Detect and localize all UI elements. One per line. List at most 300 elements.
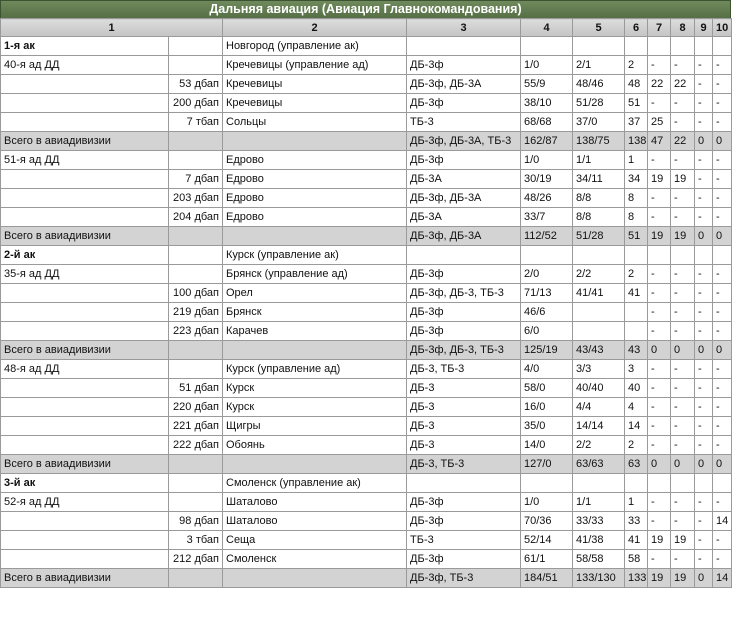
table-cell: Сеща bbox=[223, 531, 407, 550]
column-header-7: 7 bbox=[648, 19, 671, 37]
table-cell: 0 bbox=[713, 341, 732, 360]
table-cell: - bbox=[671, 379, 695, 398]
table-cell: - bbox=[695, 265, 713, 284]
table-row bbox=[1, 170, 732, 189]
table-cell: 4/0 bbox=[521, 360, 573, 379]
table-cell bbox=[223, 455, 407, 474]
table-cell: 14 bbox=[713, 569, 732, 588]
column-header-6: 6 bbox=[625, 19, 648, 37]
table-cell: 51 bbox=[625, 227, 648, 246]
table-cell: 40 bbox=[625, 379, 648, 398]
total-row bbox=[1, 569, 732, 588]
table-cell: 58/0 bbox=[521, 379, 573, 398]
table-cell bbox=[671, 474, 695, 493]
table-cell: - bbox=[695, 493, 713, 512]
table-cell: 33 bbox=[625, 512, 648, 531]
table-cell: - bbox=[648, 208, 671, 227]
table-cell: ДБ-3ф, ДБ-3А bbox=[407, 227, 521, 246]
table-cell bbox=[625, 246, 648, 265]
table-cell: 1/0 bbox=[521, 56, 573, 75]
table-cell bbox=[1, 75, 169, 94]
table-cell: 34/11 bbox=[573, 170, 625, 189]
table-cell: - bbox=[713, 94, 732, 113]
table-cell: 71/13 bbox=[521, 284, 573, 303]
table-cell bbox=[169, 341, 223, 360]
table-cell bbox=[1, 379, 169, 398]
table-cell: 19 bbox=[671, 170, 695, 189]
table-cell: ДБ-3ф bbox=[407, 56, 521, 75]
table-cell: ДБ-3ф bbox=[407, 303, 521, 322]
table-cell bbox=[625, 474, 648, 493]
table-cell: 4/4 bbox=[573, 398, 625, 417]
table-cell: - bbox=[695, 284, 713, 303]
table-cell bbox=[407, 37, 521, 56]
table-cell: Шаталово bbox=[223, 512, 407, 531]
table-cell: ДБ-3 bbox=[407, 379, 521, 398]
table-cell: 2/1 bbox=[573, 56, 625, 75]
table-cell: - bbox=[695, 94, 713, 113]
table-cell bbox=[671, 246, 695, 265]
table-cell: - bbox=[695, 550, 713, 569]
table-cell: 8 bbox=[625, 208, 648, 227]
table-row bbox=[1, 113, 732, 132]
table-cell: ДБ-3 bbox=[407, 436, 521, 455]
table-cell: - bbox=[671, 189, 695, 208]
table-cell: ДБ-3ф, ТБ-3 bbox=[407, 569, 521, 588]
table-cell: 22 bbox=[671, 75, 695, 94]
table-cell: - bbox=[671, 493, 695, 512]
table-cell bbox=[169, 493, 223, 512]
table-cell: ДБ-3ф bbox=[407, 265, 521, 284]
table-cell bbox=[671, 37, 695, 56]
table-cell: - bbox=[648, 379, 671, 398]
table-cell: - bbox=[648, 56, 671, 75]
table-cell: 41 bbox=[625, 531, 648, 550]
table-cell: - bbox=[713, 398, 732, 417]
table-cell: - bbox=[648, 512, 671, 531]
table-cell bbox=[1, 531, 169, 550]
table-cell bbox=[1, 189, 169, 208]
table-cell: 3 тбап bbox=[169, 531, 223, 550]
table-cell bbox=[169, 151, 223, 170]
table-cell: 98 дбап bbox=[169, 512, 223, 531]
table-row bbox=[1, 75, 732, 94]
table-cell: - bbox=[695, 113, 713, 132]
table-cell: 1-я ак bbox=[1, 37, 169, 56]
table-cell: 48/26 bbox=[521, 189, 573, 208]
table-cell: 52/14 bbox=[521, 531, 573, 550]
table-cell: 38/10 bbox=[521, 94, 573, 113]
table-cell: - bbox=[648, 94, 671, 113]
table-cell bbox=[1, 284, 169, 303]
table-cell bbox=[1, 208, 169, 227]
table-cell bbox=[1, 417, 169, 436]
table-cell: 112/52 bbox=[521, 227, 573, 246]
table-cell: Курск bbox=[223, 379, 407, 398]
table-cell: 51/28 bbox=[573, 94, 625, 113]
table-cell: - bbox=[671, 56, 695, 75]
table-cell: 63/63 bbox=[573, 455, 625, 474]
table-cell: 138/75 bbox=[573, 132, 625, 151]
table-cell: - bbox=[648, 189, 671, 208]
table-cell bbox=[573, 322, 625, 341]
table-cell bbox=[1, 94, 169, 113]
table-cell: - bbox=[648, 322, 671, 341]
table-cell: - bbox=[671, 303, 695, 322]
table-cell: - bbox=[671, 398, 695, 417]
table-cell: Смоленск bbox=[223, 550, 407, 569]
table-cell: - bbox=[695, 56, 713, 75]
table-cell: 133/130 bbox=[573, 569, 625, 588]
table-cell: 8/8 bbox=[573, 189, 625, 208]
table-cell: - bbox=[671, 94, 695, 113]
table-cell: - bbox=[695, 303, 713, 322]
table-cell: 0 bbox=[713, 132, 732, 151]
table-cell: 14 bbox=[625, 417, 648, 436]
table-cell: 3 bbox=[625, 360, 648, 379]
table-cell: - bbox=[695, 189, 713, 208]
table-cell bbox=[648, 37, 671, 56]
table-cell bbox=[625, 37, 648, 56]
table-cell: 222 дбап bbox=[169, 436, 223, 455]
table-cell: 1/0 bbox=[521, 151, 573, 170]
table-cell: 2/2 bbox=[573, 265, 625, 284]
total-row bbox=[1, 132, 732, 151]
table-row bbox=[1, 37, 732, 56]
table-cell: - bbox=[648, 151, 671, 170]
table-cell: ДБ-3А bbox=[407, 170, 521, 189]
column-header-0: 1 bbox=[1, 19, 223, 37]
table-cell: - bbox=[713, 151, 732, 170]
table-cell: ДБ-3, ТБ-3 bbox=[407, 455, 521, 474]
table-cell: 7 тбап bbox=[169, 113, 223, 132]
table-cell: 22 bbox=[648, 75, 671, 94]
table-cell: - bbox=[713, 56, 732, 75]
table-cell: 203 дбап bbox=[169, 189, 223, 208]
table-row bbox=[1, 474, 732, 493]
table-cell bbox=[169, 265, 223, 284]
table-cell bbox=[169, 56, 223, 75]
table-cell bbox=[223, 341, 407, 360]
table-cell bbox=[223, 227, 407, 246]
table-cell: 0 bbox=[648, 455, 671, 474]
table-cell bbox=[713, 37, 732, 56]
table-cell bbox=[1, 113, 169, 132]
table-cell: 14 bbox=[713, 512, 732, 531]
table-cell: - bbox=[695, 417, 713, 436]
table-cell: 40-я ад ДД bbox=[1, 56, 169, 75]
table-cell: 51/28 bbox=[573, 227, 625, 246]
table-cell: 16/0 bbox=[521, 398, 573, 417]
table-cell: 41 bbox=[625, 284, 648, 303]
table-cell: Всего в авиадивизии bbox=[1, 569, 169, 588]
table-cell: 8/8 bbox=[573, 208, 625, 227]
column-header-5: 5 bbox=[573, 19, 625, 37]
table-cell: 184/51 bbox=[521, 569, 573, 588]
table-cell: - bbox=[648, 265, 671, 284]
table-cell: Кречевицы bbox=[223, 75, 407, 94]
table-cell: ДБ-3ф bbox=[407, 493, 521, 512]
table-cell: 51 bbox=[625, 94, 648, 113]
table-cell: 61/1 bbox=[521, 550, 573, 569]
table-row bbox=[1, 531, 732, 550]
aviation-table bbox=[0, 18, 732, 588]
table-cell: - bbox=[695, 512, 713, 531]
table-cell: 70/36 bbox=[521, 512, 573, 531]
table-cell: ДБ-3ф bbox=[407, 151, 521, 170]
table-cell: ДБ-3ф bbox=[407, 94, 521, 113]
table-cell: - bbox=[713, 75, 732, 94]
table-row bbox=[1, 303, 732, 322]
table-cell: - bbox=[713, 360, 732, 379]
table-cell: - bbox=[671, 151, 695, 170]
table-cell: 46/6 bbox=[521, 303, 573, 322]
table-cell: 48/46 bbox=[573, 75, 625, 94]
table-cell bbox=[521, 246, 573, 265]
table-cell: 0 bbox=[713, 227, 732, 246]
table-cell: - bbox=[713, 265, 732, 284]
table-cell: Всего в авиадивизии bbox=[1, 227, 169, 246]
table-cell: - bbox=[695, 398, 713, 417]
table-cell bbox=[625, 322, 648, 341]
table-cell bbox=[521, 474, 573, 493]
table-cell: ДБ-3, ТБ-3 bbox=[407, 360, 521, 379]
table-cell: Кречевицы (управление ад) bbox=[223, 56, 407, 75]
table-cell: 63 bbox=[625, 455, 648, 474]
table-cell: Курск (управление ак) bbox=[223, 246, 407, 265]
table-cell: ДБ-3ф, ДБ-3, ТБ-3 bbox=[407, 284, 521, 303]
column-header-8: 8 bbox=[671, 19, 695, 37]
table-cell: 1/1 bbox=[573, 493, 625, 512]
table-cell bbox=[521, 37, 573, 56]
table-cell bbox=[695, 246, 713, 265]
table-cell: 51 дбап bbox=[169, 379, 223, 398]
table-cell: Курск (управление ад) bbox=[223, 360, 407, 379]
table-cell: - bbox=[695, 208, 713, 227]
table-cell: Всего в авиадивизии bbox=[1, 455, 169, 474]
table-cell: - bbox=[671, 417, 695, 436]
table-cell: 1 bbox=[625, 151, 648, 170]
table-cell: 48-я ад ДД bbox=[1, 360, 169, 379]
table-cell: - bbox=[671, 265, 695, 284]
table-cell bbox=[169, 246, 223, 265]
table-cell: 3-й ак bbox=[1, 474, 169, 493]
table-cell bbox=[1, 436, 169, 455]
table-cell: - bbox=[671, 113, 695, 132]
table-cell bbox=[169, 455, 223, 474]
table-cell: - bbox=[713, 189, 732, 208]
table-cell: - bbox=[713, 417, 732, 436]
table-cell: 68/68 bbox=[521, 113, 573, 132]
table-cell: ДБ-3ф bbox=[407, 322, 521, 341]
table-cell: 51-я ад ДД bbox=[1, 151, 169, 170]
table-cell: 19 bbox=[671, 227, 695, 246]
table-cell: - bbox=[713, 379, 732, 398]
table-cell: 0 bbox=[671, 341, 695, 360]
table-cell: 0 bbox=[695, 569, 713, 588]
table-cell: 19 bbox=[671, 531, 695, 550]
table-cell: 19 bbox=[648, 227, 671, 246]
table-row bbox=[1, 265, 732, 284]
table-cell: - bbox=[648, 284, 671, 303]
table-cell: 19 bbox=[671, 569, 695, 588]
table-cell bbox=[1, 512, 169, 531]
table-cell: 200 дбап bbox=[169, 94, 223, 113]
table-cell: 100 дбап bbox=[169, 284, 223, 303]
table-cell bbox=[1, 550, 169, 569]
table-row bbox=[1, 56, 732, 75]
table-cell: 58/58 bbox=[573, 550, 625, 569]
table-cell: - bbox=[713, 284, 732, 303]
table-cell: - bbox=[671, 284, 695, 303]
table-cell: - bbox=[713, 208, 732, 227]
total-row bbox=[1, 227, 732, 246]
table-cell: - bbox=[713, 303, 732, 322]
table-cell bbox=[169, 360, 223, 379]
table-cell bbox=[407, 474, 521, 493]
table-cell: - bbox=[695, 436, 713, 455]
table-cell bbox=[407, 246, 521, 265]
table-row bbox=[1, 493, 732, 512]
table-cell bbox=[1, 303, 169, 322]
table-cell: 127/0 bbox=[521, 455, 573, 474]
table-row bbox=[1, 322, 732, 341]
table-cell: Едрово bbox=[223, 208, 407, 227]
table-cell: 204 дбап bbox=[169, 208, 223, 227]
table-title: Дальняя авиация (Авиация Главнокомандования) bbox=[0, 0, 731, 18]
table-row bbox=[1, 189, 732, 208]
table-cell: Брянск (управление ад) bbox=[223, 265, 407, 284]
table-cell bbox=[713, 246, 732, 265]
table-cell: 7 дбап bbox=[169, 170, 223, 189]
table-cell: 138 bbox=[625, 132, 648, 151]
table-cell: ТБ-3 bbox=[407, 113, 521, 132]
table-cell: - bbox=[648, 303, 671, 322]
table-cell: Новгород (управление ак) bbox=[223, 37, 407, 56]
table-cell: 125/19 bbox=[521, 341, 573, 360]
table-row bbox=[1, 550, 732, 569]
table-cell: - bbox=[713, 113, 732, 132]
table-cell: 43/43 bbox=[573, 341, 625, 360]
table-cell: - bbox=[695, 151, 713, 170]
table-cell: 4 bbox=[625, 398, 648, 417]
table-cell: 2-й ак bbox=[1, 246, 169, 265]
table-cell bbox=[573, 474, 625, 493]
table-cell: 0 bbox=[695, 227, 713, 246]
table-cell bbox=[713, 474, 732, 493]
table-cell bbox=[1, 322, 169, 341]
table-cell: Всего в авиадивизии bbox=[1, 341, 169, 360]
table-cell: - bbox=[671, 512, 695, 531]
table-cell: 58 bbox=[625, 550, 648, 569]
table-row bbox=[1, 398, 732, 417]
table-cell: 0 bbox=[695, 341, 713, 360]
table-cell: ДБ-3ф, ДБ-3А bbox=[407, 75, 521, 94]
table-cell: 33/7 bbox=[521, 208, 573, 227]
table-cell: 19 bbox=[648, 569, 671, 588]
table-cell bbox=[625, 303, 648, 322]
table-cell: - bbox=[695, 322, 713, 341]
table-cell: ДБ-3 bbox=[407, 398, 521, 417]
table-cell: ДБ-3ф, ДБ-3, ТБ-3 bbox=[407, 341, 521, 360]
table-cell: Шаталово bbox=[223, 493, 407, 512]
table-cell: 2 bbox=[625, 56, 648, 75]
table-cell bbox=[648, 246, 671, 265]
table-cell: Едрово bbox=[223, 151, 407, 170]
column-header-2: 2 bbox=[223, 19, 407, 37]
table-cell: 212 дбап bbox=[169, 550, 223, 569]
table-cell: 35-я ад ДД bbox=[1, 265, 169, 284]
table-cell: 3/3 bbox=[573, 360, 625, 379]
table-cell: - bbox=[695, 531, 713, 550]
table-cell: ДБ-3 bbox=[407, 417, 521, 436]
table-cell: ДБ-3ф, ДБ-3А, ТБ-3 bbox=[407, 132, 521, 151]
table-cell: Сольцы bbox=[223, 113, 407, 132]
table-cell: - bbox=[713, 170, 732, 189]
table-cell: 37/0 bbox=[573, 113, 625, 132]
table-cell: 52-я ад ДД bbox=[1, 493, 169, 512]
table-cell: - bbox=[648, 398, 671, 417]
table-cell: 48 bbox=[625, 75, 648, 94]
table-cell: 8 bbox=[625, 189, 648, 208]
total-row bbox=[1, 455, 732, 474]
table-cell: 14/0 bbox=[521, 436, 573, 455]
table-cell: 221 дбап bbox=[169, 417, 223, 436]
table-cell: - bbox=[713, 322, 732, 341]
table-body bbox=[1, 37, 732, 588]
table-cell: - bbox=[648, 417, 671, 436]
table-cell: Едрово bbox=[223, 170, 407, 189]
table-row bbox=[1, 512, 732, 531]
table-cell: 2/2 bbox=[573, 436, 625, 455]
table-cell: Смоленск (управление ак) bbox=[223, 474, 407, 493]
table-cell: 1/1 bbox=[573, 151, 625, 170]
table-cell: - bbox=[671, 550, 695, 569]
table-cell: - bbox=[648, 436, 671, 455]
table-cell: 19 bbox=[648, 531, 671, 550]
table-cell: 55/9 bbox=[521, 75, 573, 94]
table-cell: - bbox=[713, 531, 732, 550]
column-header-3: 3 bbox=[407, 19, 521, 37]
table-cell: 0 bbox=[648, 341, 671, 360]
table-row bbox=[1, 208, 732, 227]
table-cell: - bbox=[713, 436, 732, 455]
table-cell bbox=[1, 170, 169, 189]
table-cell bbox=[169, 474, 223, 493]
table-cell bbox=[573, 246, 625, 265]
table-cell: - bbox=[671, 436, 695, 455]
table-cell: Всего в авиадивизии bbox=[1, 132, 169, 151]
table-row bbox=[1, 360, 732, 379]
table-cell: - bbox=[695, 170, 713, 189]
table-cell bbox=[648, 474, 671, 493]
table-cell: - bbox=[671, 208, 695, 227]
table-cell: - bbox=[695, 379, 713, 398]
table-cell bbox=[169, 569, 223, 588]
table-cell bbox=[573, 303, 625, 322]
table-row bbox=[1, 94, 732, 113]
table-cell: 53 дбап bbox=[169, 75, 223, 94]
table-cell: 162/87 bbox=[521, 132, 573, 151]
table-cell: - bbox=[713, 550, 732, 569]
table-cell: 19 bbox=[648, 170, 671, 189]
table-cell: 1/0 bbox=[521, 493, 573, 512]
table-cell: 33/33 bbox=[573, 512, 625, 531]
table-cell bbox=[573, 37, 625, 56]
table-cell: 40/40 bbox=[573, 379, 625, 398]
table-cell: Едрово bbox=[223, 189, 407, 208]
table-cell bbox=[169, 132, 223, 151]
